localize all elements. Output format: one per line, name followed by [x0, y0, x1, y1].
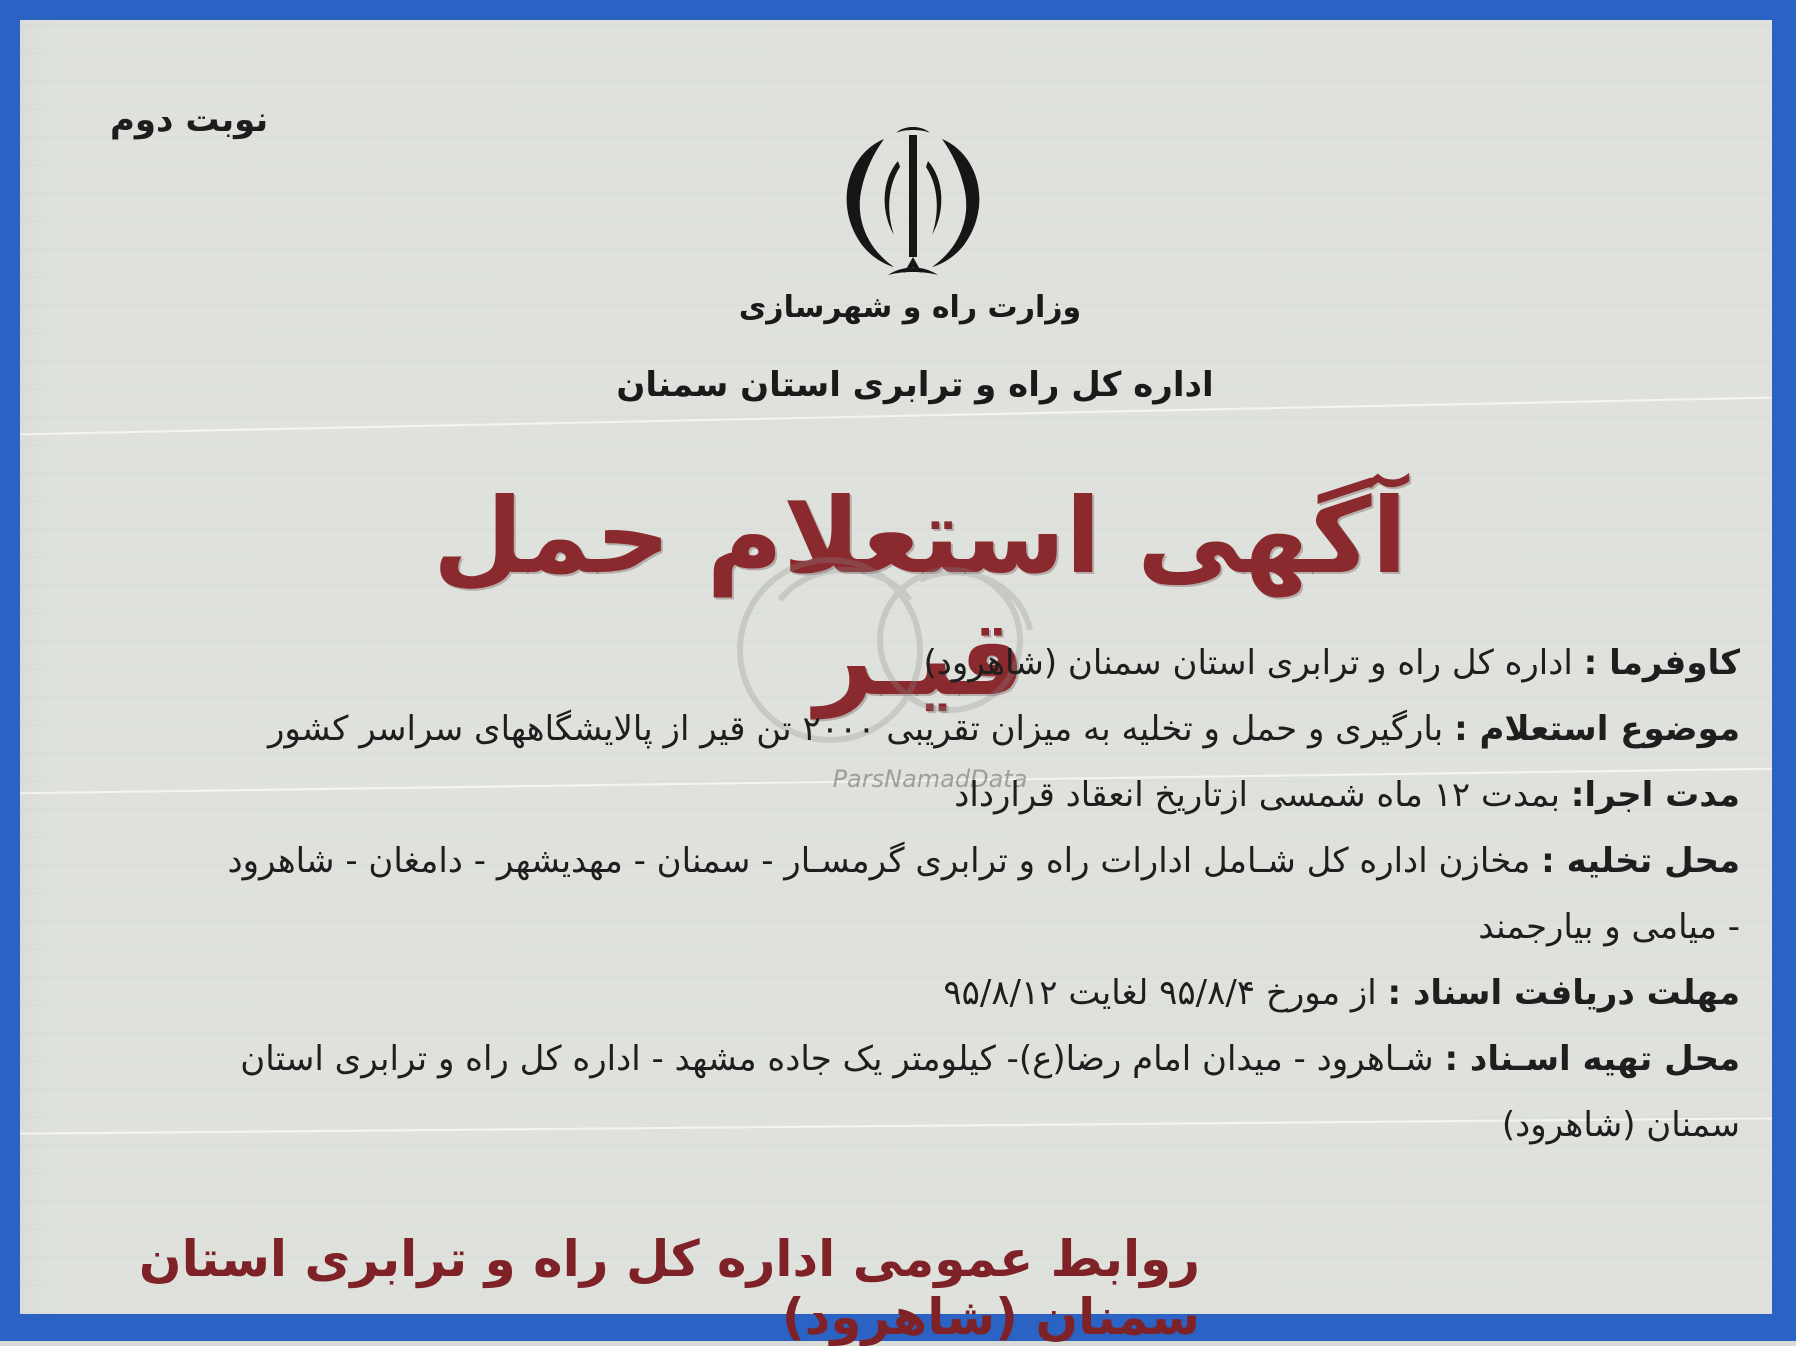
- detail-value: مخازن اداره کل شـامل ادارات راه و ترابری گرمسـار - سمنان - مهدیشهر - دامغان - شاهرود: [227, 841, 1542, 881]
- detail-row-documents-location: [110, 1026, 1740, 1092]
- publication-round: نوبت دوم: [110, 100, 269, 140]
- detail-row-unloading-site: [110, 828, 1740, 894]
- detail-row-unloading-site-cont: [110, 894, 1740, 960]
- newspaper-clipping: [20, 20, 1772, 1346]
- notice-title: آگهی استعلام حمل قیـر: [432, 475, 1408, 719]
- detail-label: موضوع استعلام :: [1454, 709, 1740, 749]
- detail-row-documents-location-cont: [110, 1092, 1740, 1158]
- detail-row-employer: [110, 630, 1740, 696]
- detail-value: بمدت ۱۲ ماه شمسی ازتاریخ انعقاد قرارداد: [954, 775, 1571, 815]
- detail-row-subject: [110, 696, 1740, 762]
- ministry-name: وزارت راه و شهرسازی: [738, 290, 1082, 325]
- detail-value: شـاهرود - میدان امام رضا(ع)- کیلومتر یک جاده مشهد - اداره کل راه و ترابری استان: [240, 1039, 1445, 1079]
- detail-value: اداره کل راه و ترابری استان سمنان (شاهرود): [923, 643, 1584, 683]
- detail-label: محل تخلیه :: [1541, 841, 1740, 881]
- notice-details: [110, 630, 1740, 1158]
- detail-label: مدت اجرا:: [1570, 775, 1740, 815]
- detail-value: بارگیری و حمل و تخلیه به میزان تقریبی ۲۰۰۰ تن قیر از پالایشگاههای سراسر کشور: [267, 709, 1455, 749]
- detail-row-deadline: [110, 960, 1740, 1026]
- iran-emblem-icon: [828, 115, 998, 280]
- detail-label: کاوفرما :: [1583, 643, 1740, 683]
- public-relations-signature: روابط عمومی اداره کل راه و ترابری استان سمنان (شاهرود): [138, 1230, 1200, 1346]
- detail-value: سمنان (شاهرود): [1501, 1105, 1740, 1145]
- detail-label: محل تهیه اسـناد :: [1444, 1039, 1740, 1079]
- detail-label: مهلت دریافت اسناد :: [1387, 973, 1740, 1013]
- watermark-text: ParsNamadData: [832, 765, 1028, 793]
- detail-value: - میامی و بیارجمند: [1478, 907, 1740, 947]
- detail-row-duration: [110, 762, 1740, 828]
- detail-value: از مورخ ۹۵/۸/۴ لغایت ۹۵/۸/۱۲: [943, 973, 1388, 1013]
- office-name: اداره کل راه و ترابری استان سمنان: [616, 365, 1214, 405]
